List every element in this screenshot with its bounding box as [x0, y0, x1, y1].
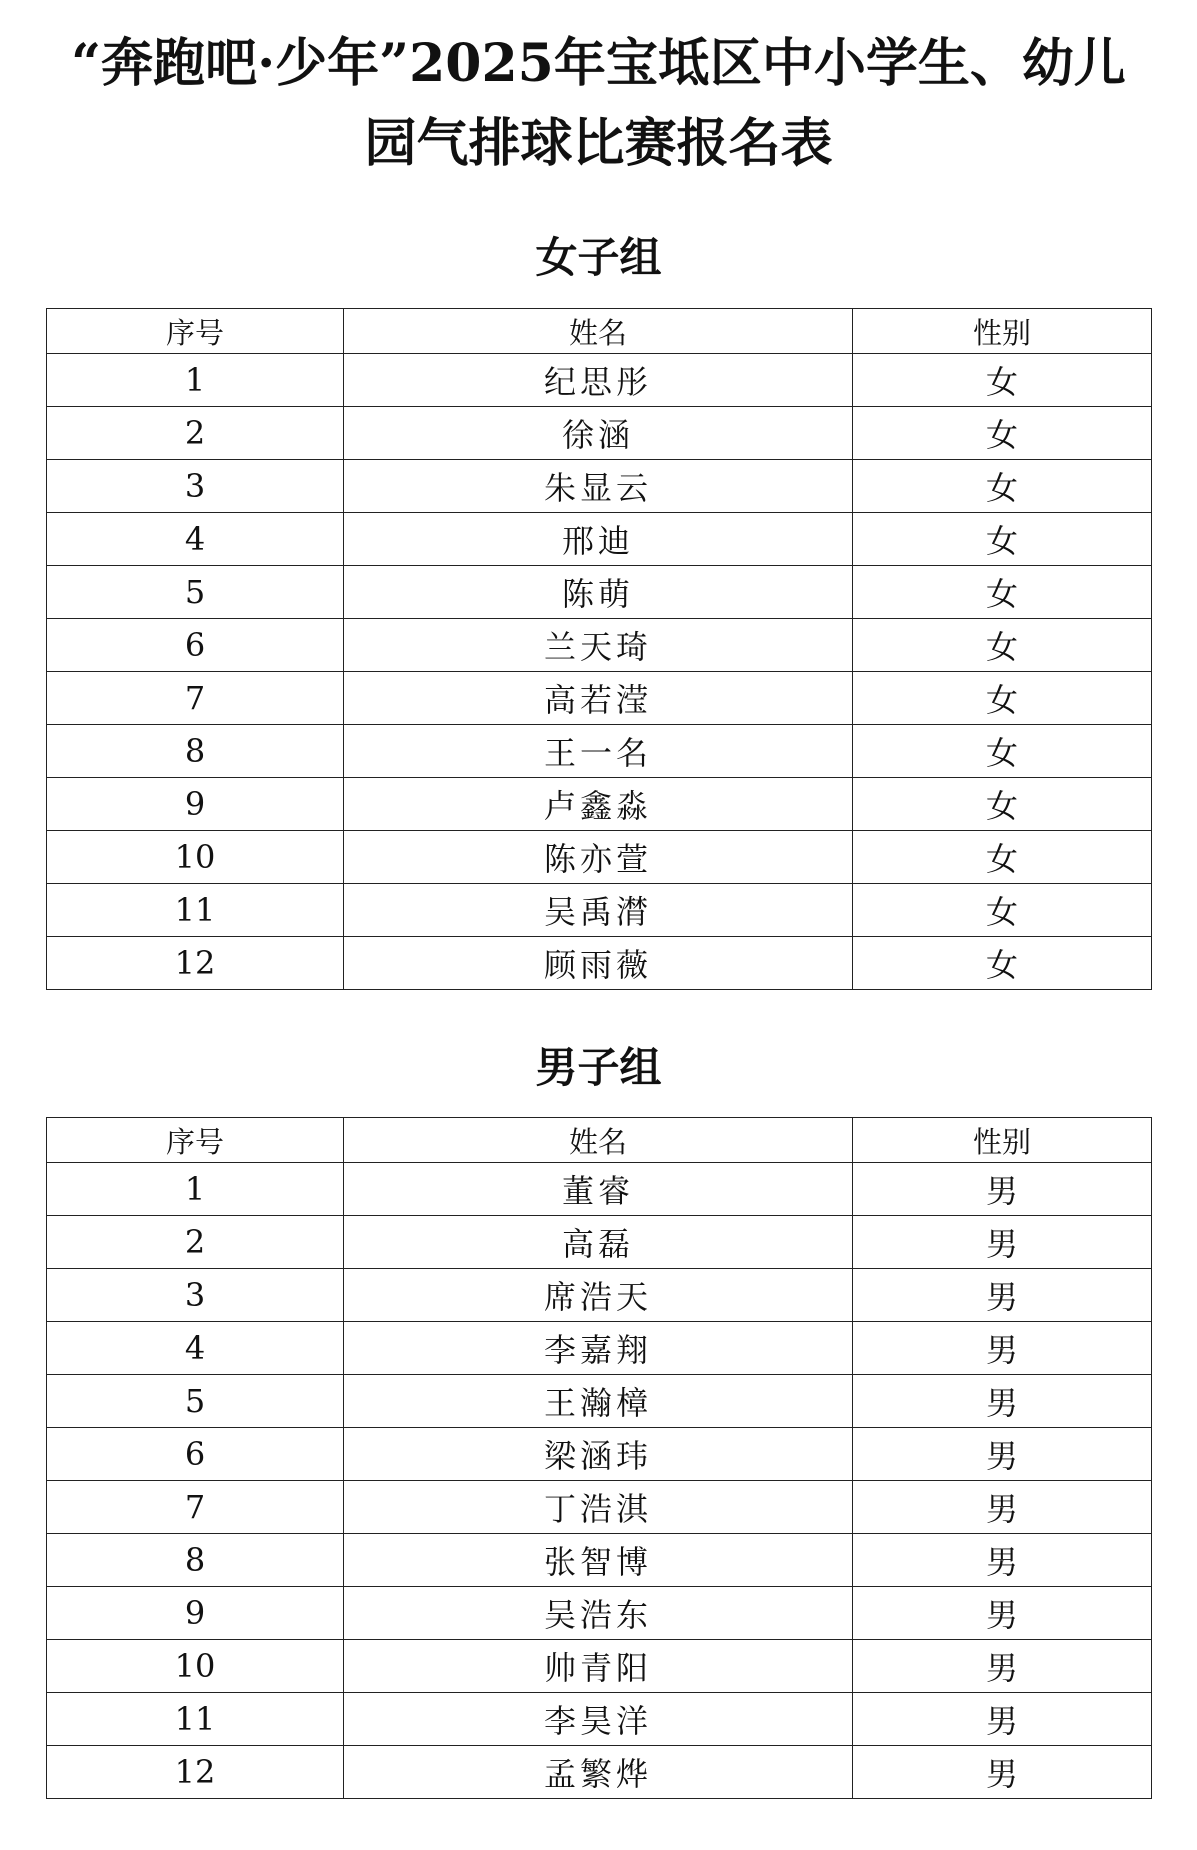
row-gender-cell: 男 [853, 1534, 1152, 1587]
row-number-cell: 5 [47, 566, 344, 619]
row-name-cell: 纪思彤 [344, 354, 853, 407]
table-row [47, 778, 1152, 831]
row-gender-cell: 女 [853, 460, 1152, 513]
row-number-cell: 8 [47, 1534, 344, 1587]
row-number-cell: 10 [47, 1640, 344, 1693]
row-name-cell: 李昊洋 [344, 1693, 853, 1746]
row-name-cell: 邢迪 [344, 513, 853, 566]
column-header-name: 姓名 [344, 1118, 853, 1163]
row-gender-cell: 男 [853, 1481, 1152, 1534]
row-gender-cell: 男 [853, 1693, 1152, 1746]
row-number-cell: 12 [47, 1746, 344, 1799]
table-row [47, 1216, 1152, 1269]
row-gender-cell: 男 [853, 1269, 1152, 1322]
row-number-cell: 8 [47, 725, 344, 778]
document-title [30, 24, 1167, 184]
girls-table-body [47, 354, 1152, 990]
row-number-cell: 12 [47, 937, 344, 990]
column-header-gender: 性别 [853, 1118, 1152, 1163]
boys-table-body [47, 1163, 1152, 1799]
row-gender-cell: 男 [853, 1640, 1152, 1693]
row-name-cell: 李嘉翔 [344, 1322, 853, 1375]
table-row [47, 619, 1152, 672]
table-row [47, 1322, 1152, 1375]
table-row [47, 460, 1152, 513]
row-gender-cell: 女 [853, 884, 1152, 937]
row-name-cell: 吴禹潸 [344, 884, 853, 937]
column-header-number: 序号 [47, 1118, 344, 1163]
table-row [47, 1163, 1152, 1216]
row-gender-cell: 男 [853, 1587, 1152, 1640]
row-number-cell: 11 [47, 884, 344, 937]
table-header-row [47, 309, 1152, 354]
boys-section-heading: 男子组 [535, 1043, 662, 1092]
row-gender-cell: 男 [853, 1216, 1152, 1269]
girls-roster-table [46, 308, 1152, 990]
row-gender-cell: 男 [853, 1322, 1152, 1375]
row-name-cell: 孟繁烨 [344, 1746, 853, 1799]
row-gender-cell: 女 [853, 725, 1152, 778]
row-number-cell: 9 [47, 778, 344, 831]
row-gender-cell: 男 [853, 1428, 1152, 1481]
row-name-cell: 梁涵玮 [344, 1428, 853, 1481]
row-number-cell: 3 [47, 460, 344, 513]
column-header-gender: 性别 [853, 309, 1152, 354]
row-name-cell: 吴浩东 [344, 1587, 853, 1640]
row-name-cell: 席浩天 [344, 1269, 853, 1322]
row-name-cell: 高磊 [344, 1216, 853, 1269]
row-number-cell: 10 [47, 831, 344, 884]
table-row [47, 831, 1152, 884]
row-gender-cell: 男 [853, 1375, 1152, 1428]
table-row [47, 1587, 1152, 1640]
row-number-cell: 4 [47, 513, 344, 566]
table-row [47, 1428, 1152, 1481]
row-name-cell: 卢鑫淼 [344, 778, 853, 831]
row-number-cell: 2 [47, 1216, 344, 1269]
row-gender-cell: 男 [853, 1746, 1152, 1799]
table-row [47, 1481, 1152, 1534]
row-name-cell: 王一名 [344, 725, 853, 778]
table-row [47, 1375, 1152, 1428]
table-row [47, 1693, 1152, 1746]
row-name-cell: 王瀚樟 [344, 1375, 853, 1428]
row-name-cell: 董睿 [344, 1163, 853, 1216]
row-number-cell: 1 [47, 1163, 344, 1216]
row-name-cell: 帅青阳 [344, 1640, 853, 1693]
table-row [47, 513, 1152, 566]
row-gender-cell: 女 [853, 831, 1152, 884]
table-header-row [47, 1118, 1152, 1163]
row-gender-cell: 女 [853, 619, 1152, 672]
row-number-cell: 2 [47, 407, 344, 460]
table-row [47, 1746, 1152, 1799]
row-number-cell: 6 [47, 1428, 344, 1481]
row-number-cell: 7 [47, 1481, 344, 1534]
row-gender-cell: 女 [853, 937, 1152, 990]
row-gender-cell: 女 [853, 354, 1152, 407]
girls-section-heading: 女子组 [535, 233, 662, 282]
table-row [47, 354, 1152, 407]
row-gender-cell: 女 [853, 672, 1152, 725]
column-header-number: 序号 [47, 309, 344, 354]
row-name-cell: 朱显云 [344, 460, 853, 513]
boys-roster-table [46, 1117, 1152, 1799]
row-number-cell: 5 [47, 1375, 344, 1428]
table-row [47, 884, 1152, 937]
column-header-name: 姓名 [344, 309, 853, 354]
table-row [47, 1640, 1152, 1693]
table-row [47, 937, 1152, 990]
row-number-cell: 6 [47, 619, 344, 672]
row-name-cell: 兰天琦 [344, 619, 853, 672]
row-number-cell: 4 [47, 1322, 344, 1375]
row-gender-cell: 男 [853, 1163, 1152, 1216]
title-line-2: 园气排球比赛报名表 [364, 113, 833, 174]
table-row [47, 672, 1152, 725]
row-name-cell: 陈萌 [344, 566, 853, 619]
row-gender-cell: 女 [853, 407, 1152, 460]
row-number-cell: 9 [47, 1587, 344, 1640]
row-name-cell: 徐涵 [344, 407, 853, 460]
row-number-cell: 1 [47, 354, 344, 407]
table-row [47, 1269, 1152, 1322]
row-gender-cell: 女 [853, 778, 1152, 831]
row-number-cell: 11 [47, 1693, 344, 1746]
table-row [47, 566, 1152, 619]
row-gender-cell: 女 [853, 566, 1152, 619]
table-row [47, 407, 1152, 460]
title-line-1: “奔跑吧·少年”2025年宝坻区中小学生、幼儿 [71, 33, 1126, 94]
row-name-cell: 张智博 [344, 1534, 853, 1587]
row-name-cell: 陈亦萱 [344, 831, 853, 884]
row-name-cell: 丁浩淇 [344, 1481, 853, 1534]
table-row [47, 1534, 1152, 1587]
row-number-cell: 3 [47, 1269, 344, 1322]
row-number-cell: 7 [47, 672, 344, 725]
row-name-cell: 顾雨薇 [344, 937, 853, 990]
row-name-cell: 高若滢 [344, 672, 853, 725]
row-gender-cell: 女 [853, 513, 1152, 566]
table-row [47, 725, 1152, 778]
